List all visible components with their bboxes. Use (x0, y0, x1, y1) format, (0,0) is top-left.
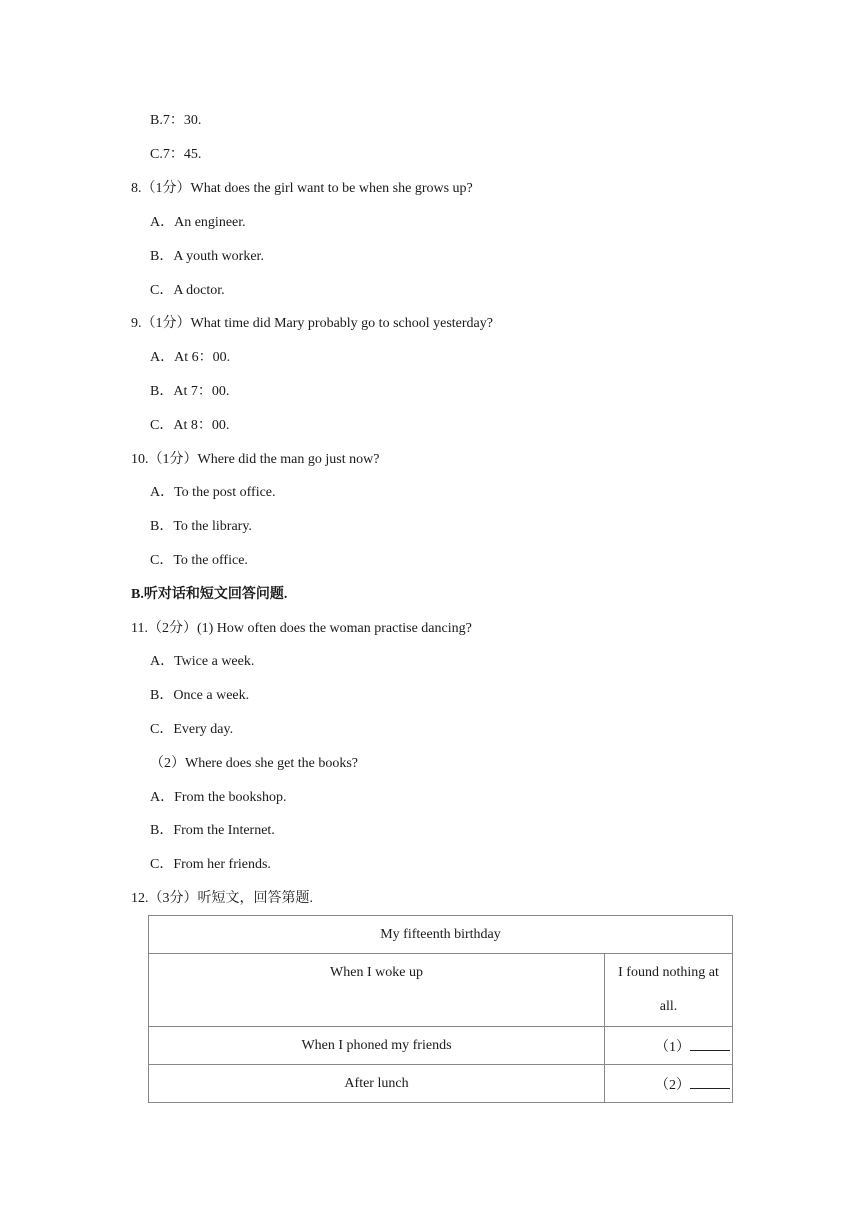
question-8-option-c: C．A doctor. (150, 283, 225, 298)
blank-number: （1） (655, 1039, 690, 1055)
question-10-option-c: C．To the office. (150, 553, 248, 568)
question-11-2-option-a: A．From the bookshop. (150, 790, 287, 805)
table-cell-left: When I phoned my friends (149, 1027, 605, 1065)
table-cell-right (605, 954, 733, 1027)
blank-underline (690, 1074, 730, 1089)
question-9-option-c: C．At 8：00. (150, 418, 230, 433)
question-8-option-b: B．A youth worker. (150, 249, 264, 264)
question-10-option-a: A．To the post office. (150, 485, 276, 500)
question-9: 9.（1分）What time did Mary probably go to school yesterday? (131, 316, 493, 331)
table-row (149, 1027, 733, 1065)
table-row (149, 954, 733, 1027)
question-11-part-2: （2）Where does she get the books? (150, 756, 358, 771)
question-11-1-option-b: B．Once a week. (150, 688, 250, 703)
section-b-heading: B.听对话和短文回答问题. (131, 587, 288, 602)
answer-blank-2[interactable] (605, 1065, 733, 1103)
option-b-7-30: B.7：30. (150, 113, 202, 128)
question-11: 11.（2分）(1) How often does the woman practise dancing? (131, 621, 472, 636)
option-c-7-45: C.7：45. (150, 147, 202, 162)
question-9-option-b: B．At 7：00. (150, 384, 230, 399)
table-cell-left: After lunch (149, 1065, 605, 1103)
question-10-option-b: B．To the library. (150, 519, 252, 534)
question-8-option-a: A．An engineer. (150, 215, 246, 230)
blank-number: （2） (655, 1077, 690, 1093)
table-cell-left: When I woke up (149, 954, 605, 1027)
table-cell-text: I found nothing at all. (618, 965, 719, 1014)
question-11-2-option-b: B．From the Internet. (150, 823, 275, 838)
question-11-1-option-c: C．Every day. (150, 722, 234, 737)
question-11-1-option-a: A．Twice a week. (150, 654, 255, 669)
birthday-table (148, 915, 733, 1103)
blank-underline (690, 1036, 730, 1051)
question-12: 12.（3分）听短文，回答第题. (131, 891, 313, 906)
table-title: My fifteenth birthday (149, 916, 733, 954)
question-11-2-option-c: C．From her friends. (150, 857, 271, 872)
table-row (149, 1065, 733, 1103)
answer-blank-1[interactable] (605, 1027, 733, 1065)
question-9-option-a: A．At 6：00. (150, 350, 231, 365)
question-8: 8.（1分）What does the girl want to be when she grows up? (131, 181, 473, 196)
question-10: 10.（1分）Where did the man go just now? (131, 452, 380, 467)
